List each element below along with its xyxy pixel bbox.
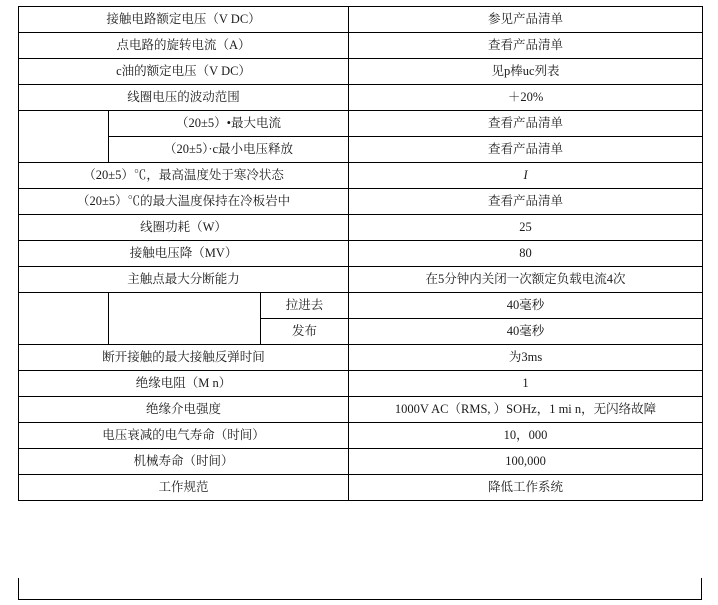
table-row <box>19 423 703 449</box>
row-label: 线圈电压的波动范围 <box>19 85 349 111</box>
row-value: 100,000 <box>349 449 703 475</box>
row-value: I <box>349 163 703 189</box>
row-label: 机械寿命（时间） <box>19 449 349 475</box>
row-label: （20±5）℃，最高温度处于寒冷状态 <box>19 163 349 189</box>
table-row <box>19 267 703 293</box>
table-row <box>19 59 703 85</box>
row-label: （20±5）·c最小电压释放 <box>109 137 349 163</box>
table-row <box>19 33 703 59</box>
table-row <box>19 475 703 501</box>
row-value: 参见产品清单 <box>349 7 703 33</box>
spec-sheet <box>0 6 718 605</box>
row-label: 接触电压降（MV） <box>19 241 349 267</box>
row-spacer <box>109 293 261 345</box>
table-row <box>19 371 703 397</box>
row-value: ＋20% <box>349 85 703 111</box>
table-row <box>19 397 703 423</box>
table-row <box>19 7 703 33</box>
row-value: 1000V AC（RMS, ）SOHz，1 mi n，无闪络故障 <box>349 397 703 423</box>
row-spacer <box>19 111 109 163</box>
row-label: 绝缘介电强度 <box>19 397 349 423</box>
row-value: 80 <box>349 241 703 267</box>
row-value: 查看产品清单 <box>349 111 703 137</box>
row-label: 主触点最大分断能力 <box>19 267 349 293</box>
row-value: 10，000 <box>349 423 703 449</box>
row-label: 工作规范 <box>19 475 349 501</box>
row-label: 断开接触的最大接触反弹时间 <box>19 345 349 371</box>
row-value: 40毫秒 <box>349 293 703 319</box>
table-row <box>19 215 703 241</box>
table-row <box>19 189 703 215</box>
table-row <box>19 345 703 371</box>
row-value: 40毫秒 <box>349 319 703 345</box>
table-row <box>19 241 703 267</box>
specification-table <box>18 6 703 501</box>
row-value: 见p棒uc列表 <box>349 59 703 85</box>
row-label: 发布 <box>261 319 349 345</box>
table-row <box>19 449 703 475</box>
row-label: （20±5）•最大电流 <box>109 111 349 137</box>
table-bottom-border <box>18 578 702 600</box>
row-label: 绝缘电阻（M n） <box>19 371 349 397</box>
row-label: c油的额定电压（V DC） <box>19 59 349 85</box>
table-row <box>19 163 703 189</box>
row-label: 接触电路额定电压（V DC） <box>19 7 349 33</box>
row-value: 25 <box>349 215 703 241</box>
row-label: 拉进去 <box>261 293 349 319</box>
row-label: 电压衰减的电气寿命（时间） <box>19 423 349 449</box>
row-value: 查看产品清单 <box>349 33 703 59</box>
row-value: 降低工作系统 <box>349 475 703 501</box>
table-row <box>19 85 703 111</box>
row-value: 查看产品清单 <box>349 137 703 163</box>
table-row <box>19 137 703 163</box>
row-label: 点电路的旋转电流（A） <box>19 33 349 59</box>
row-value: 为3ms <box>349 345 703 371</box>
row-label: 线圈功耗（W） <box>19 215 349 241</box>
table-row <box>19 293 703 319</box>
table-row <box>19 111 703 137</box>
row-spacer <box>19 293 109 345</box>
row-label: （20±5）℃的最大温度保持在冷板岩中 <box>19 189 349 215</box>
row-value: 在5分钟内关闭一次额定负载电流4次 <box>349 267 703 293</box>
row-value: 1 <box>349 371 703 397</box>
row-value: 查看产品清单 <box>349 189 703 215</box>
